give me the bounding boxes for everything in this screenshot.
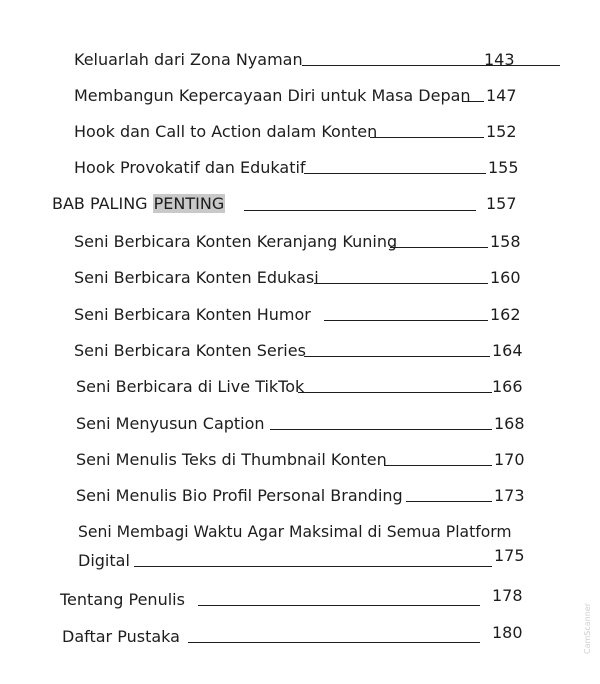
toc-leader — [324, 320, 488, 321]
toc-page-number: 158 — [490, 232, 521, 251]
toc-entry-title-line2: Digital — [78, 551, 130, 570]
toc-page-number: 157 — [486, 194, 517, 213]
toc-page-number: 160 — [490, 268, 521, 287]
toc-page-number: 155 — [488, 158, 519, 177]
toc-entry-title: Seni Menulis Teks di Thumbnail Konten — [76, 450, 387, 469]
toc-page-number: 147 — [486, 86, 517, 105]
toc-entry-title: Seni Berbicara Konten Edukasi — [74, 268, 319, 287]
toc-entry-title-line1: Seni Membagi Waktu Agar Maksimal di Semua Platform — [78, 523, 512, 541]
toc-leader — [304, 173, 486, 174]
toc-leader — [314, 283, 488, 284]
toc-chapter-title: BAB PALING — [52, 194, 153, 213]
scanner-watermark: CamScanner — [583, 602, 592, 654]
toc-page-number: 170 — [494, 450, 525, 469]
toc-chapter-title-highlight: PENTING — [153, 194, 225, 213]
toc-page-number: 166 — [492, 377, 523, 396]
toc-entry-title: Seni Berbicara di Live TikTok — [76, 377, 305, 396]
toc-entry-title: Tentang Penulis — [60, 590, 185, 609]
toc-page-number: 175 — [494, 546, 525, 565]
toc-leader — [244, 210, 476, 211]
toc-entry — [78, 522, 524, 572]
toc-leader — [406, 501, 492, 502]
toc-page-number: 180 — [492, 623, 523, 642]
toc-entry-title: Keluarlah dari Zona Nyaman — [74, 50, 303, 69]
toc-entry-title: Daftar Pustaka — [62, 627, 180, 646]
toc-leader — [304, 356, 490, 357]
toc-page-number: 178 — [492, 586, 523, 605]
toc-page-number: 168 — [494, 414, 525, 433]
toc-leader — [270, 429, 492, 430]
toc-entry-title: Seni Menyusun Caption — [76, 414, 265, 433]
toc-page-number: 143 — [484, 50, 515, 69]
toc-leader — [384, 465, 492, 466]
toc-page-number: 152 — [486, 122, 517, 141]
toc-entry-title: Hook dan Call to Action dalam Konten — [74, 122, 378, 141]
toc-leader — [302, 65, 560, 66]
toc-leader — [134, 566, 492, 567]
toc-leader — [198, 605, 480, 606]
toc-entry-title: Seni Menulis Bio Profil Personal Branding — [76, 486, 403, 505]
toc-entry-title: Seni Berbicara Konten Keranjang Kuning — [74, 232, 398, 251]
toc-entry-title: Membangun Kepercayaan Diri untuk Masa Depan — [74, 86, 471, 105]
toc-leader — [188, 642, 480, 643]
toc-leader — [298, 392, 492, 393]
toc-entry-title: Hook Provokatif dan Edukatif — [74, 158, 306, 177]
toc-page-number: 162 — [490, 305, 521, 324]
toc-page-number: 164 — [492, 341, 523, 360]
toc-leader — [390, 247, 488, 248]
toc-leader — [462, 101, 484, 102]
toc-page-number: 173 — [494, 486, 525, 505]
toc-entry-title: Seni Berbicara Konten Humor — [74, 305, 311, 324]
toc-leader — [370, 137, 484, 138]
toc-entry-title: Seni Berbicara Konten Series — [74, 341, 306, 360]
